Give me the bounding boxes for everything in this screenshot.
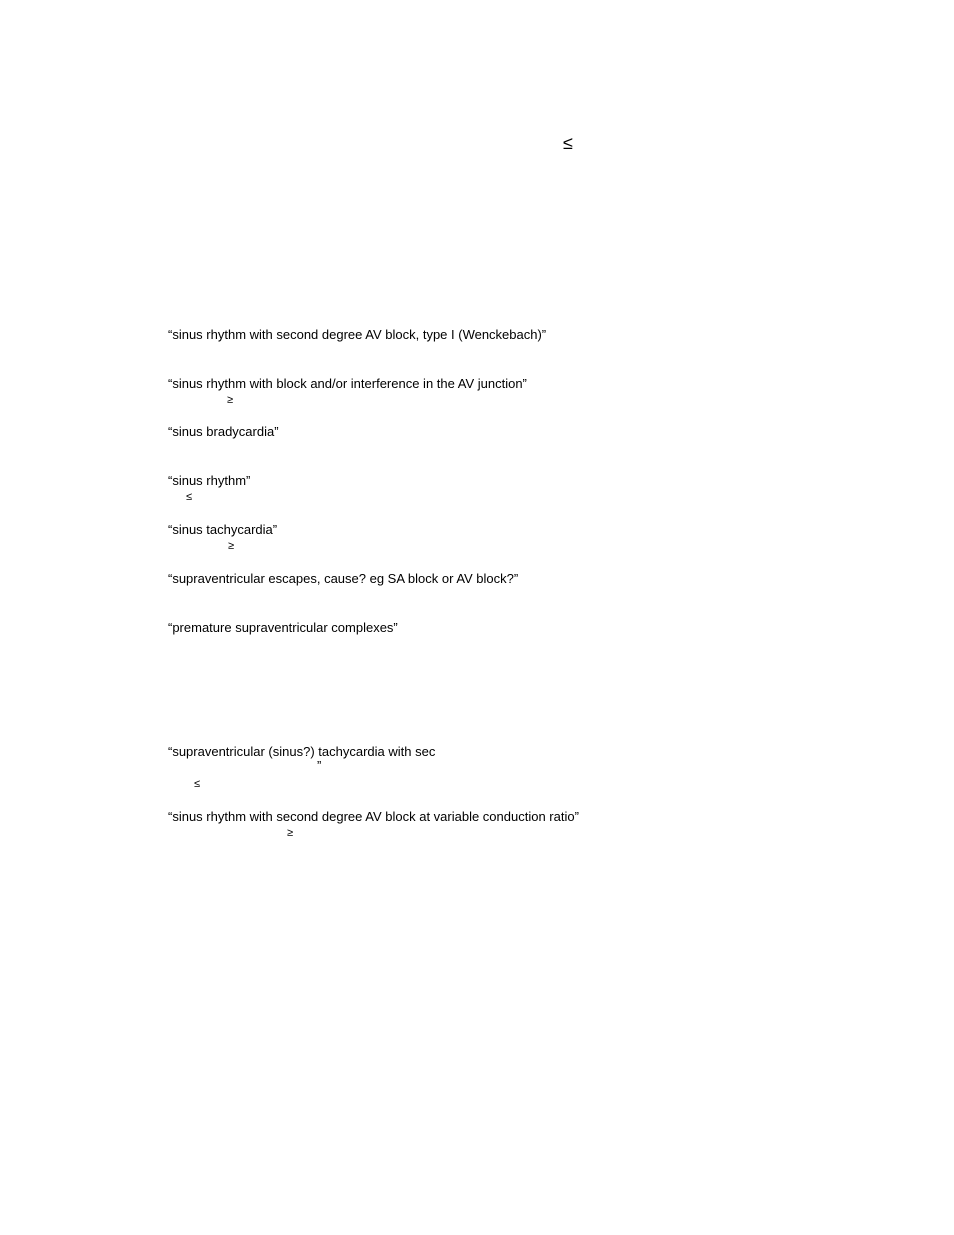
entry-sinus-tachycardia-symbol: ≥ (228, 540, 235, 552)
entry-premature-supraventricular-label: “premature supraventricular complexes” (168, 620, 398, 635)
entry-variable-conduction-symbol: ≥ (287, 827, 294, 839)
entry-av-junction-symbol: ≥ (227, 394, 234, 406)
entry-wenckebach-label: “sinus rhythm with second degree AV block, type I (Wenckebach)” (168, 327, 547, 342)
top-symbol: ≤ (563, 133, 573, 153)
entry-variable-conduction-label: “sinus rhythm with second degree AV block at variable conduction ratio” (168, 809, 579, 824)
entry-sinus-rhythm-symbol: ≤ (186, 491, 193, 503)
entry-sinus-bradycardia-label: “sinus bradycardia” (168, 424, 279, 439)
entry-supraventricular-escapes-label: “supraventricular escapes, cause? eg SA block or AV block?” (168, 571, 519, 586)
entry-supraventricular-tachycardia-closing-quote: ” (317, 758, 322, 773)
entry-av-junction-label: “sinus rhythm with block and/or interference in the AV junction” (168, 376, 527, 391)
entry-sinus-tachycardia-label: “sinus tachycardia” (168, 522, 278, 537)
entry-supraventricular-tachycardia-symbol: ≤ (194, 778, 201, 790)
entry-supraventricular-tachycardia-label: “supraventricular (sinus?) tachycardia with sec (168, 744, 436, 759)
entry-sinus-rhythm-label: “sinus rhythm” (168, 473, 251, 488)
